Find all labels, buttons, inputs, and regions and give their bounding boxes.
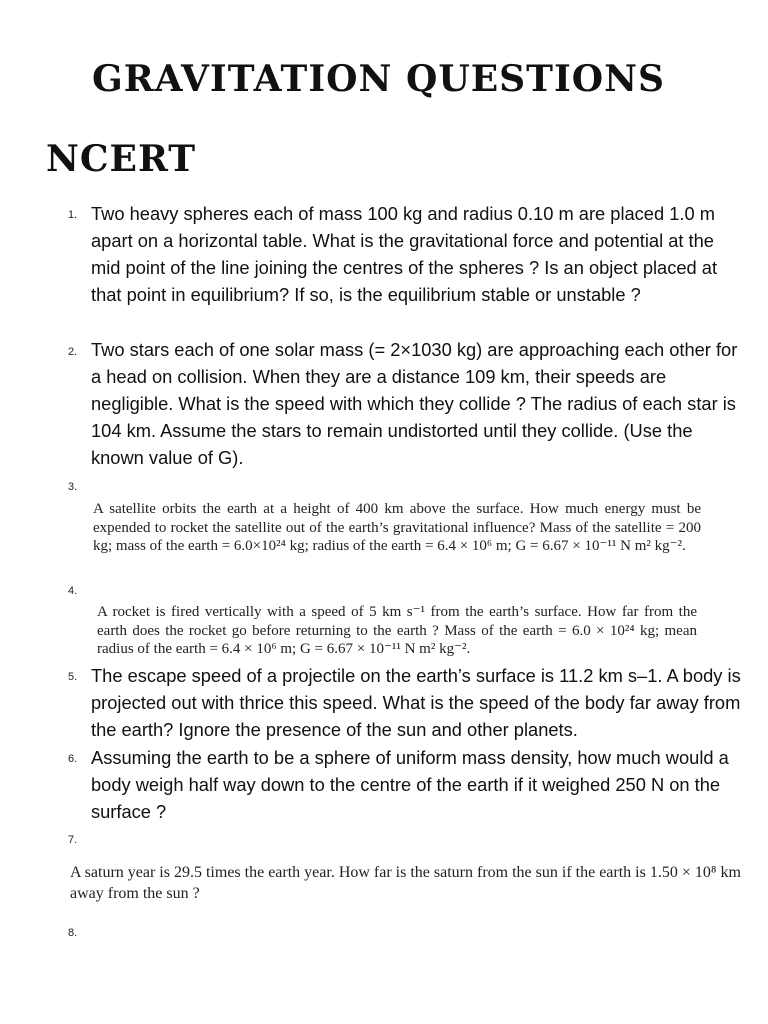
question-number: 3. bbox=[68, 481, 78, 493]
question-number: 6. bbox=[68, 753, 78, 765]
question-number: 8. bbox=[68, 927, 78, 939]
question-number: 5. bbox=[68, 671, 78, 683]
question-number: 4. bbox=[68, 585, 78, 597]
question-text: A rocket is fired vertically with a speed of 5 km s⁻¹ from the earth’s surface. How far from the earth does the rocket go before returning to the earth ? Mass of the earth = 6.0 × 10²⁴ kg; mean radius of the earth = 6.4 × 10⁶ m; G = 6.67 × 10⁻¹¹ N m² kg⁻². bbox=[97, 604, 697, 657]
question-text: A saturn year is 29.5 times the earth year. How far is the saturn from the sun if the earth is 1.50 × 10⁸ km away from the sun ? bbox=[70, 864, 741, 902]
question-number: 2. bbox=[68, 346, 78, 358]
question-text: A satellite orbits the earth at a height of 400 km above the surface. How much energy must be expended to rocket the satellite out of the earth’s gravitational influence? Mass of the satellite = 200 kg; mass of the earth = 6.0×10²⁴ kg; radius of the earth = 6.4 × 10⁶ m; G = 6.67 × 10⁻¹¹ N m² kg⁻². bbox=[93, 501, 701, 554]
document-subtitle: NCERT bbox=[46, 138, 197, 180]
document-title: GRAVITATION QUESTIONS bbox=[92, 58, 666, 100]
question-text: Assuming the earth to be a sphere of uniform mass density, how much would a body weigh half way down to the centre of the earth if it weighed 250 N on the surface ? bbox=[91, 747, 729, 822]
question-text: Two heavy spheres each of mass 100 kg and radius 0.10 m are placed 1.0 m apart on a horizontal table. What is the gravitational force and potential at the mid point of the line joining the centres of the spheres ? Is an object placed at that point in equilibrium? If so, is the equilibrium stable or unstable ? bbox=[91, 203, 718, 305]
question-number: 1. bbox=[68, 209, 78, 221]
question-text: Two stars each of one solar mass (= 2×1030 kg) are approaching each other for a head on collision. When they are a distance 109 km, their speeds are negligible. What is the speed with which they collide ? The radius of each star is 104 km. Assume the stars to remain undistorted until they collide. (Use the known value of G). bbox=[91, 339, 738, 468]
question-text: The escape speed of a projectile on the earth’s surface is 11.2 km s–1. A body is projected out with thrice this speed. What is the speed of the body far away from the earth? Ignore the presence of the sun and other planets. bbox=[91, 665, 741, 740]
question-number: 7. bbox=[68, 834, 78, 846]
